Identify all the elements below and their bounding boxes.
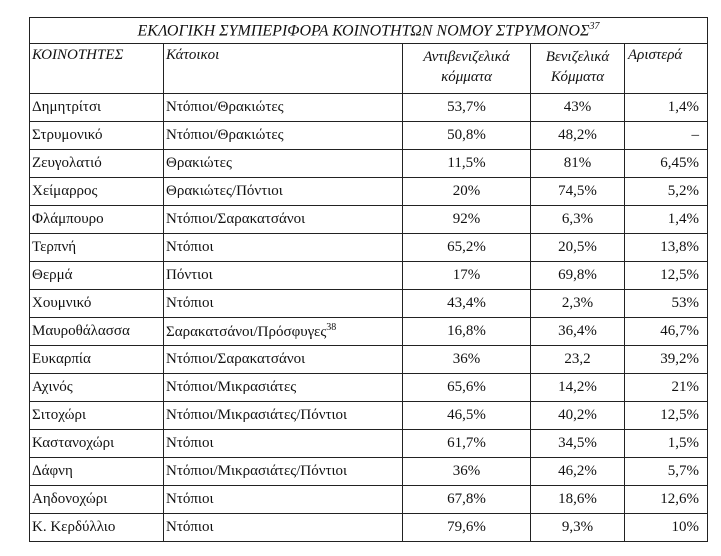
venizelist-cell-text: 20,5%	[558, 239, 597, 255]
residents-cell-text: Ντόπιοι/Θρακιώτες	[166, 127, 284, 143]
community-cell	[30, 514, 164, 542]
residents-cell-text: Πόντιοι	[166, 267, 213, 283]
venizelist-cell	[531, 458, 625, 486]
community-cell	[30, 122, 164, 150]
venizelist-cell	[531, 318, 625, 346]
venizelist-cell	[531, 486, 625, 514]
residents-cell-text: Ντόπιοι/Μικρασιάτες/Πόντιοι	[166, 463, 348, 479]
community-cell	[30, 486, 164, 514]
community-cell	[30, 150, 164, 178]
venizelist-cell-text: 40,2%	[558, 407, 597, 423]
table-row	[30, 234, 708, 262]
community-cell	[30, 262, 164, 290]
venizelist-cell-text: 34,5%	[558, 435, 597, 451]
anti-venizelist-cell-text: 61,7%	[447, 435, 486, 451]
community-cell-text: Καστανοχώρι	[32, 435, 115, 451]
anti-venizelist-cell-text: 36%	[452, 463, 481, 479]
table-row	[30, 486, 708, 514]
table-row	[30, 458, 708, 486]
residents-cell-text: Ντόπιοι	[166, 435, 214, 451]
residents-cell	[164, 374, 403, 402]
community-cell-text: Ζευγολατιό	[32, 155, 102, 171]
left-cell	[625, 94, 708, 122]
residents-cell-text: Θρακιώτες	[166, 155, 232, 171]
left-cell	[625, 178, 708, 206]
table-row	[30, 430, 708, 458]
left-cell-text: 13,8%	[660, 239, 699, 255]
residents-cell	[164, 122, 403, 150]
left-cell	[625, 318, 708, 346]
venizelist-cell-text: 23,2	[564, 351, 591, 367]
left-cell-text: 1,5%	[667, 435, 699, 451]
community-cell	[30, 178, 164, 206]
anti-venizelist-cell-text: 53,7%	[447, 99, 486, 115]
header-line: Βενιζελικά	[545, 49, 610, 65]
anti-venizelist-cell	[403, 178, 531, 206]
left-cell-text: 39,2%	[660, 351, 699, 367]
venizelist-cell	[531, 290, 625, 318]
table-row	[30, 206, 708, 234]
venizelist-cell-text: 18,6%	[558, 491, 597, 507]
venizelist-cell-text: 69,8%	[558, 267, 597, 283]
residents-cell-text: Ντόπιοι	[166, 519, 214, 535]
left-cell	[625, 262, 708, 290]
election-table	[29, 17, 708, 542]
anti-venizelist-cell-text: 43,4%	[447, 295, 486, 311]
header-line: Κόμματα	[550, 69, 605, 85]
anti-venizelist-cell-text: 65,2%	[447, 239, 486, 255]
residents-cell	[164, 486, 403, 514]
venizelist-cell	[531, 430, 625, 458]
left-cell	[625, 514, 708, 542]
anti-venizelist-cell-text: 11,5%	[447, 155, 486, 171]
venizelist-cell	[531, 122, 625, 150]
anti-venizelist-cell-text: 50,8%	[447, 127, 486, 143]
footnote-ref: 38	[326, 322, 337, 333]
residents-cell-text: Ντόπιοι/Σαρακατσάνοι	[166, 211, 306, 227]
anti-venizelist-cell	[403, 122, 531, 150]
venizelist-cell	[531, 206, 625, 234]
venizelist-cell-text: 46,2%	[558, 463, 597, 479]
venizelist-cell	[531, 94, 625, 122]
community-cell-text: Τερπνή	[32, 239, 77, 255]
table-row	[30, 514, 708, 542]
residents-cell-text: Ντόπιοι/Σαρακατσάνοι	[166, 351, 306, 367]
table-title-row	[30, 18, 708, 44]
header-venizelist	[531, 44, 625, 94]
table-row	[30, 150, 708, 178]
community-cell	[30, 430, 164, 458]
header-line: Αντιβενιζελικά	[423, 49, 510, 65]
table-row	[30, 94, 708, 122]
title-text: ΕΚΛΟΓΙΚΗ ΣΥΜΠΕΡΙΦΟΡΑ ΚΟΙΝΟΤΗΤΩΝ ΝΟΜΟΥ ΣΤΡΥΜΟΝΟΣ	[137, 22, 590, 40]
anti-venizelist-cell	[403, 514, 531, 542]
header-residents: Κάτοικοι	[164, 44, 403, 94]
table-row	[30, 318, 708, 346]
anti-venizelist-cell	[403, 262, 531, 290]
residents-cell-text: Ντόπιοι/Θρακιώτες	[166, 99, 284, 115]
left-cell-text: 6,45%	[660, 155, 699, 171]
community-cell-text: Αχινός	[32, 379, 73, 395]
anti-venizelist-cell-text: 65,6%	[447, 379, 486, 395]
community-cell-text: Στρυμονικό	[32, 127, 103, 143]
anti-venizelist-cell-text: 46,5%	[447, 407, 486, 423]
left-cell-text: 10%	[671, 519, 699, 535]
header-left: Αριστερά	[625, 44, 708, 94]
residents-cell-text: Ντόπιοι	[166, 239, 214, 255]
community-cell-text: Μαυροθάλασσα	[32, 323, 130, 339]
venizelist-cell	[531, 234, 625, 262]
community-cell-text: Φλάμπουρο	[32, 211, 104, 227]
anti-venizelist-cell-text: 92%	[452, 211, 481, 227]
community-cell	[30, 234, 164, 262]
footnote-ref: 37	[589, 20, 600, 32]
community-cell	[30, 374, 164, 402]
left-cell	[625, 458, 708, 486]
community-cell	[30, 94, 164, 122]
residents-cell-text: Ντόπιοι	[166, 295, 214, 311]
left-cell	[625, 374, 708, 402]
residents-cell-text: Ντόπιοι/Μικρασιάτες/Πόντιοι	[166, 407, 348, 423]
table-row	[30, 178, 708, 206]
left-cell	[625, 122, 708, 150]
residents-cell-text: Ντόπιοι	[166, 491, 214, 507]
left-cell-text: 1,4%	[667, 211, 699, 227]
anti-venizelist-cell-text: 17%	[452, 267, 481, 283]
header-line: κόμματα	[441, 69, 492, 85]
residents-cell	[164, 514, 403, 542]
table-row	[30, 346, 708, 374]
table-row	[30, 290, 708, 318]
venizelist-cell	[531, 262, 625, 290]
residents-cell-text: Θρακιώτες/Πόντιοι	[166, 183, 283, 199]
community-cell-text: Δημητρίτσι	[32, 99, 102, 115]
venizelist-cell	[531, 150, 625, 178]
anti-venizelist-cell	[403, 486, 531, 514]
left-cell-text: 53%	[671, 295, 699, 311]
community-cell-text: Θερμά	[32, 267, 73, 283]
left-cell	[625, 430, 708, 458]
left-cell	[625, 346, 708, 374]
residents-cell-text: Σαρακατσάνοι/Πρόσφυγες	[166, 324, 327, 340]
venizelist-cell	[531, 374, 625, 402]
residents-cell	[164, 458, 403, 486]
left-cell	[625, 150, 708, 178]
venizelist-cell-text: 14,2%	[558, 379, 597, 395]
venizelist-cell-text: 9,3%	[561, 519, 594, 535]
table-title	[30, 18, 708, 44]
residents-cell	[164, 430, 403, 458]
anti-venizelist-cell	[403, 206, 531, 234]
anti-venizelist-cell-text: 20%	[452, 183, 481, 199]
anti-venizelist-cell	[403, 458, 531, 486]
header-communities: ΚΟΙΝΟΤΗΤΕΣ	[30, 44, 164, 94]
community-cell	[30, 402, 164, 430]
left-cell	[625, 234, 708, 262]
left-cell-text: 1,4%	[667, 99, 699, 115]
left-cell-text: –	[691, 127, 699, 143]
header-row	[30, 44, 708, 94]
anti-venizelist-cell	[403, 94, 531, 122]
venizelist-cell-text: 6,3%	[561, 211, 594, 227]
venizelist-cell-text: 43%	[563, 99, 592, 115]
left-cell	[625, 486, 708, 514]
anti-venizelist-cell-text: 67,8%	[447, 491, 486, 507]
left-cell-text: 12,6%	[660, 491, 699, 507]
community-cell	[30, 346, 164, 374]
left-cell-text: 12,5%	[660, 267, 699, 283]
residents-cell	[164, 290, 403, 318]
residents-cell	[164, 206, 403, 234]
residents-cell	[164, 94, 403, 122]
venizelist-cell	[531, 346, 625, 374]
left-cell	[625, 290, 708, 318]
anti-venizelist-cell	[403, 374, 531, 402]
table-row	[30, 402, 708, 430]
venizelist-cell-text: 74,5%	[558, 183, 597, 199]
venizelist-cell-text: 81%	[563, 155, 592, 171]
residents-cell-text: Ντόπιοι/Μικρασιάτες	[166, 379, 297, 395]
left-cell-text: 46,7%	[660, 323, 699, 339]
table-row	[30, 122, 708, 150]
left-cell	[625, 206, 708, 234]
anti-venizelist-cell	[403, 346, 531, 374]
anti-venizelist-cell	[403, 234, 531, 262]
venizelist-cell	[531, 514, 625, 542]
venizelist-cell-text: 2,3%	[561, 295, 594, 311]
left-cell-text: 12,5%	[660, 407, 699, 423]
left-cell	[625, 402, 708, 430]
community-cell	[30, 458, 164, 486]
left-cell-text: 5,2%	[667, 183, 699, 199]
anti-venizelist-cell-text: 36%	[452, 351, 481, 367]
residents-cell	[164, 234, 403, 262]
anti-venizelist-cell	[403, 430, 531, 458]
table-row	[30, 374, 708, 402]
community-cell-text: Κ. Κερδύλλιο	[32, 519, 116, 535]
residents-cell	[164, 346, 403, 374]
venizelist-cell-text: 48,2%	[558, 127, 597, 143]
residents-cell	[164, 262, 403, 290]
community-cell-text: Χείμαρρος	[32, 183, 98, 199]
community-cell-text: Ευκαρπία	[32, 351, 91, 367]
venizelist-cell	[531, 402, 625, 430]
community-cell	[30, 290, 164, 318]
anti-venizelist-cell-text: 79,6%	[447, 519, 486, 535]
residents-cell	[164, 178, 403, 206]
anti-venizelist-cell	[403, 290, 531, 318]
residents-cell	[164, 402, 403, 430]
venizelist-cell-text: 36,4%	[558, 323, 597, 339]
table-row	[30, 262, 708, 290]
anti-venizelist-cell	[403, 150, 531, 178]
community-cell	[30, 318, 164, 346]
community-cell-text: Σιτοχώρι	[32, 407, 87, 423]
community-cell-text: Δάφνη	[32, 463, 73, 479]
venizelist-cell	[531, 178, 625, 206]
residents-cell	[164, 150, 403, 178]
anti-venizelist-cell-text: 16,8%	[447, 323, 486, 339]
left-cell-text: 21%	[671, 379, 699, 395]
left-cell-text: 5,7%	[667, 463, 699, 479]
header-anti-venizelist	[403, 44, 531, 94]
community-cell	[30, 206, 164, 234]
community-cell-text: Αηδονοχώρι	[32, 491, 108, 507]
community-cell-text: Χουμνικό	[32, 295, 92, 311]
anti-venizelist-cell	[403, 402, 531, 430]
residents-cell	[164, 318, 403, 346]
anti-venizelist-cell	[403, 318, 531, 346]
